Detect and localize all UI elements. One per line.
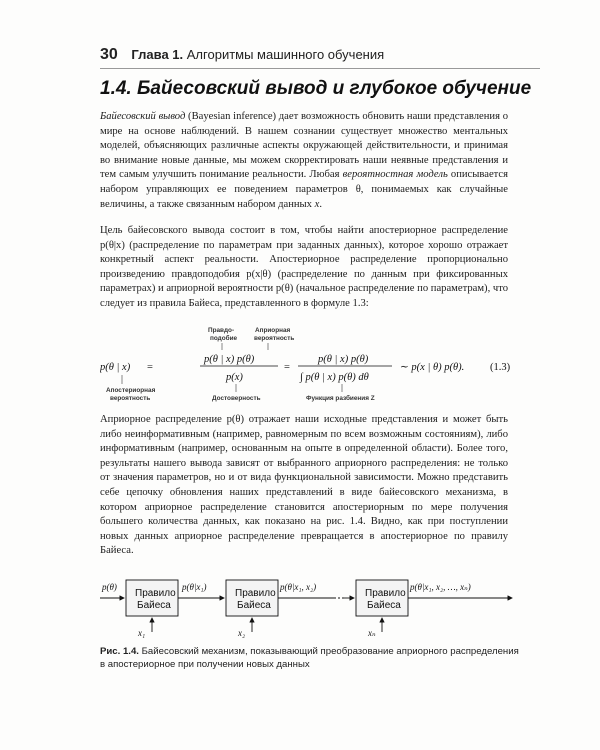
formula-eq-1: =: [147, 362, 153, 373]
formula-den1: p(x): [226, 372, 243, 383]
block-2-label-2: Байеса: [237, 600, 271, 611]
label-prior-2: вероятность: [254, 335, 295, 342]
label-likelihood-1: Правдо-: [208, 327, 235, 334]
caption-text: Байесовский механизм, показывающий преобразование априорного распределения в апостериорное при получении новых данных: [100, 646, 519, 670]
paragraph-1-part-a: (Bayesian inference) дает возможность обновить наши представления о мире на основе наблюдений. В нашем сознании существует множество ментальных моделей, объясняющих различные аспекты окружающей действительности, и принимая во внимание новые данные, мы можем скорректировать наши неявные представления и тем самым улучшить понимание реальности. Любая: [100, 111, 508, 181]
bayes-mechanism-diagram: [100, 570, 520, 640]
formula-rhs: ∼ p(x | θ) p(θ).: [400, 362, 465, 373]
figure-caption: [100, 645, 520, 671]
label-evidence: Достоверность: [212, 395, 261, 402]
paragraph-2: Цель байесовского вывода состоит в том, чтобы найти апостериорное распределение p(θ|x) (распределение по параметрам при заданных данных), которое хорошо отражает конкретный аспект реальности. Апостериорное распределение пропорционально произведению правдоподобия p(x|θ) (распределение по данным при фиксированных параметрах) и априорной вероятности p(θ) (начальное распределение по параметрам), что следует из правила Байеса, представленного в формуле 1.3:: [100, 225, 508, 309]
label-posterior-2: вероятность: [110, 395, 151, 402]
caption-label: Рис. 1.4.: [100, 646, 139, 657]
formula-num1: p(θ | x) p(θ): [204, 354, 255, 365]
out-1-label: p(θ|x₁): [182, 582, 207, 592]
diagram-input-label: p(θ): [102, 582, 117, 592]
obs-1-label: x₁: [138, 628, 146, 638]
header-rule: [100, 68, 540, 69]
running-header: [100, 46, 540, 64]
section-title: 1.4. Байесовский вывод и глубокое обучение: [100, 78, 532, 99]
paragraph-1-part-c: .: [319, 198, 322, 210]
paragraph-1: [100, 110, 508, 212]
out-n-label: p(θ|x₁, x₂, …, xₙ): [410, 582, 471, 592]
page-number: 30: [100, 46, 118, 63]
formula-num2: p(θ | x) p(θ): [318, 354, 369, 365]
out-2-label: p(θ|x₁, x₂): [280, 582, 317, 592]
block-n-label-1: Правило: [365, 588, 406, 599]
label-likelihood-2: подобие: [210, 335, 238, 342]
obs-n-label: xₙ: [368, 628, 376, 638]
paragraph-3: Априорное распределение p(θ) отражает наши исходные представления и может быть либо неинформативным (например, равномерным по всем возможным состояниям), либо информативным (например, основанным на опыте в определенной области). Более того, результаты нашего вывода зависят от выбранного априорного распределения: не только от значения параметров, но и от вида функциональной зависимости. Можно представить себе цепочку обновления наших представлений в виде байесовского механизма, в котором априорное распределение становится апостериорным по мере получения большего количества данных, как показано на рис. 1.4. Видно, как при поступлении новых данных априорное распределение превращается в апостериорное по правилу Байеса.: [100, 414, 508, 557]
paragraph-1-part-b: описывается набором управляющих ее поведением параметров θ, понимаемых как случайные величины, а также связанным набором данных: [100, 169, 508, 210]
label-partition-function: Функция разбиения Z: [306, 395, 375, 402]
formula-lhs: p(θ | x): [100, 362, 131, 373]
formula-number: (1.3): [490, 362, 511, 373]
term-probabilistic-model: вероятностная модель: [342, 169, 448, 181]
chapter-label: Глава 1.: [131, 47, 184, 62]
label-prior-1: Априорная: [255, 327, 291, 334]
formula-eq-2: =: [284, 362, 290, 373]
formula-1-3: [100, 322, 550, 412]
formula-den2: ∫ p(θ | x) p(θ) dθ: [300, 372, 369, 383]
block-1-label-2: Байеса: [137, 600, 171, 611]
label-posterior-1: Апостериорная: [106, 387, 156, 394]
term-bayesian-inference: Байесовский вывод: [100, 111, 186, 122]
obs-2-label: x₂: [238, 628, 246, 638]
chapter-title: Алгоритмы машинного обучения: [186, 47, 385, 62]
block-2-label-1: Правило: [235, 588, 276, 599]
block-n-label-2: Байеса: [367, 600, 401, 611]
formula-graphic: [100, 322, 550, 412]
block-1-label-1: Правило: [135, 588, 176, 599]
variable-x: x: [314, 198, 320, 210]
